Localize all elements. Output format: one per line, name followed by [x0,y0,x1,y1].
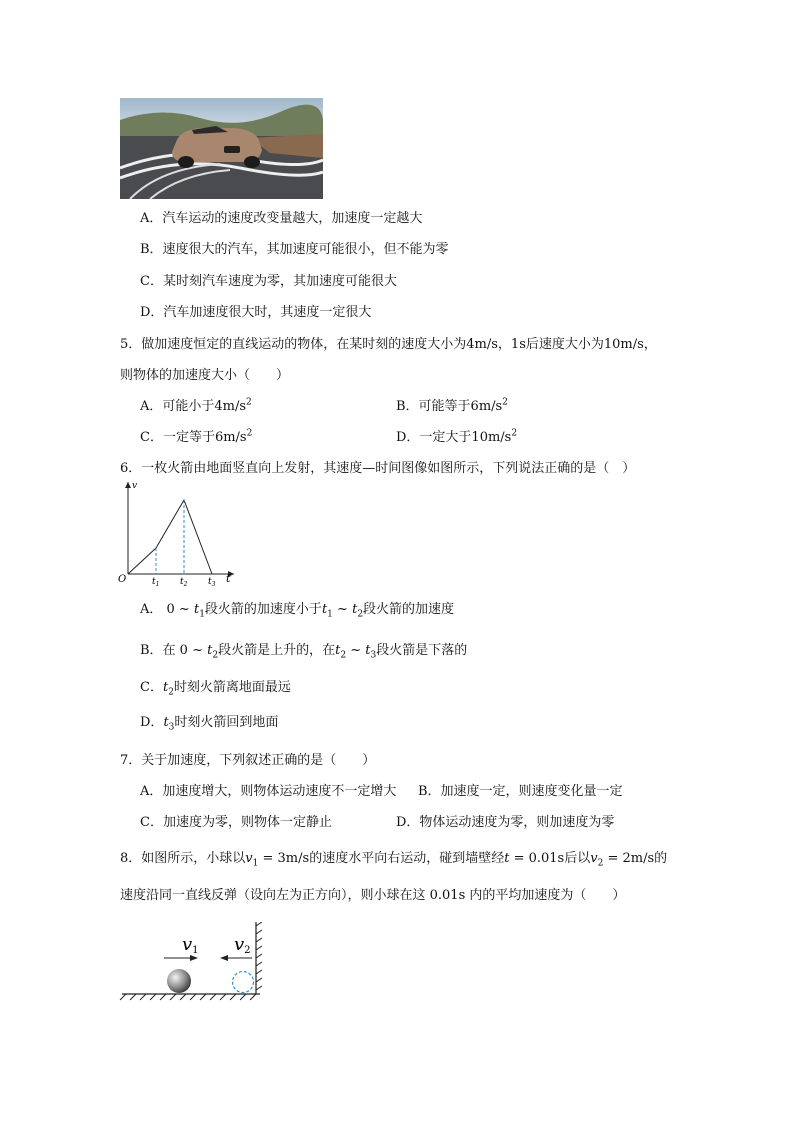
q5-option-c: C．一定等于$6m/s^2$ [140,428,253,445]
q5-stem-line1: 5．做加速度恒定的直线运动的物体，在某时刻的速度大小为4m/s，1s后速度大小为10m/s， [120,337,657,352]
q6-option-c: C．$t_2$时刻火箭离地面最远 [140,680,291,698]
ball-rebound [233,972,254,993]
q5-option-a: A．可能小于$4m/s^2$ [140,397,252,414]
fig-v2-label: v2 [234,934,251,956]
q5-option-d: D．一定大于$10m/s^2$ [396,428,518,445]
graph-v-label: v [132,481,138,491]
q6-option-a: A． 0 ~ $t_1$段火箭的加速度小于$t_1$ ~ $t_2$段火箭的加速度 [140,602,455,620]
q7-stem: 7．关于加速度，下列叙述正确的是（ ） [120,753,376,768]
q6-stem: 6．一枚火箭由地面竖直向上发射，其速度—时间图像如图所示，下列说法正确的是（ ） [120,461,636,476]
prev-option-d: D．汽车加速度很大时，其速度一定很大 [140,305,372,320]
graph-origin: O [118,574,127,585]
prev-option-a: A．汽车运动的速度改变量越大，加速度一定越大 [140,211,423,226]
graph-t3: $t_3$ [208,577,216,586]
q5-stem-line2: 则物体的加速度大小（ ） [120,368,290,383]
q7-option-c: C．加速度为零，则物体一定静止 [140,815,332,830]
prev-option-b: B．速度很大的汽车，其加速度可能很小，但不能为零 [140,242,449,257]
ball [167,969,191,993]
q6-option-b: B．在 0 ~ $t_2$段火箭是上升的，在$t_2$ ~ $t_3$段火箭是下落的 [140,643,468,661]
q5-option-b: B．可能等于$6m/s^2$ [396,397,508,414]
vt-graph [118,478,238,586]
fig-v1-label: v1 [182,934,199,956]
q7-option-b: B．加速度一定，则速度变化量一定 [418,784,623,799]
prev-option-c: C．某时刻汽车速度为零，其加速度可能很大 [140,274,397,289]
q6-option-d: D．$t_3$时刻火箭回到地面 [140,715,279,733]
q7-option-a: A．加速度增大，则物体运动速度不一定增大 [140,784,397,799]
graph-t2: $t_2$ [180,577,188,586]
ball-wall-figure [118,922,268,1004]
graph-t-label: t [226,572,231,585]
q7-option-d: D．物体运动速度为零，则加速度为零 [396,815,615,830]
q8-stem-line2: 速度沿同一直线反弹（设向左为正方向），则小球在这 0.01s 内的平均加速度为（ ） [120,888,626,903]
graph-t1: $t_1$ [152,577,160,586]
q8-stem-line1: 8．如图所示，小球以$v_1 = 3m/s$的速度水平向右运动，碰到墙壁经t = 0.01s后以$v_2 = 2m/s$的 [120,851,668,869]
car-photo [120,98,323,199]
